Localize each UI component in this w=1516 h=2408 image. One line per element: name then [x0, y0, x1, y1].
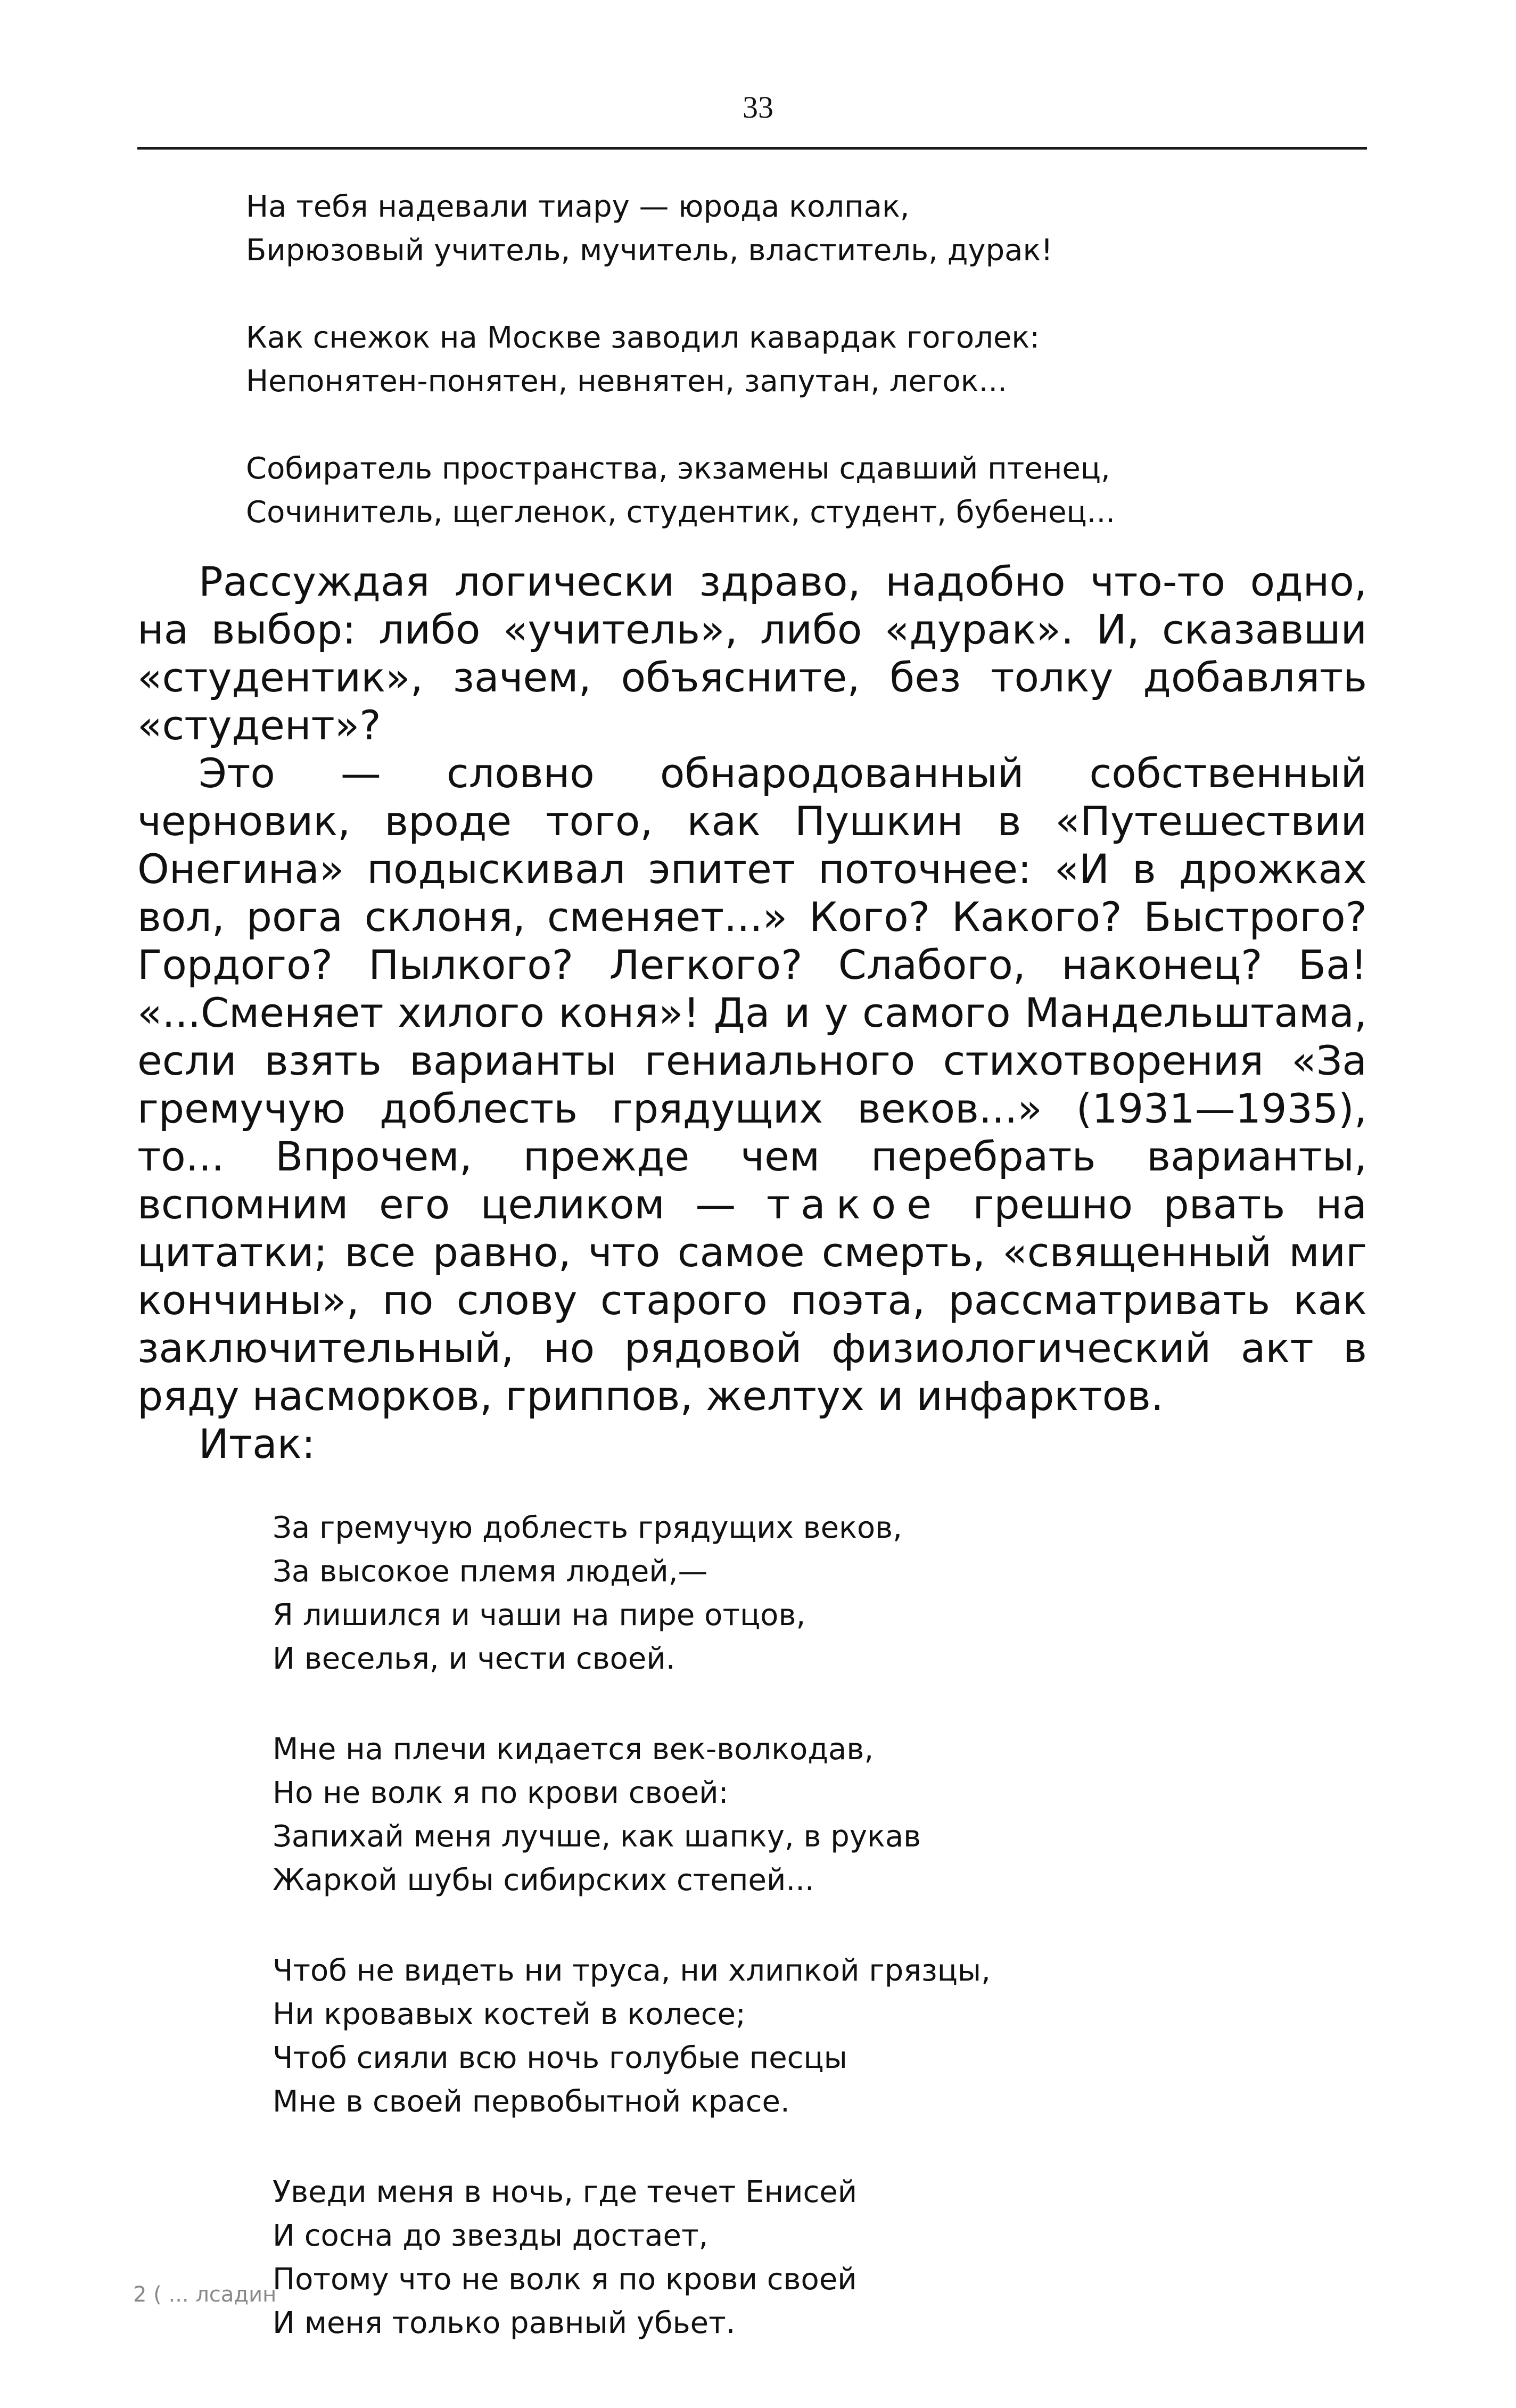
poem-excerpt-1 [246, 185, 1115, 534]
printer-signature: 2 ( ... лсадин [133, 2282, 277, 2307]
stanza [246, 185, 1115, 273]
verse-line: За гремучую доблесть грядущих веков, [273, 1511, 902, 1545]
spaced-emphasis: такое [766, 1181, 942, 1228]
paragraph: Рассуждая логически здраво, надобно что-то одно, на выбор: либо «учитель», либо «дурак». И, сказавши «студентик», зачем, объясните, без толку добавлять «студент»? [137, 558, 1367, 749]
verse-line: Сочинитель, щегленок, студентик, студент, бубенец... [246, 495, 1116, 530]
verse-line: Непонятен-понятен, невнятен, запутан, легок... [246, 364, 1007, 399]
verse-line: Потому что не волк я по крови своей [273, 2262, 857, 2297]
verse-line: Но не волк я по крови своей: [273, 1776, 729, 1810]
verse-line: На тебя надевали тиару — юрода колпак, [246, 189, 910, 224]
verse-line: Бирюзовый учитель, мучитель, властитель, дурак! [246, 233, 1053, 268]
verse-line: Чтоб не видеть ни труса, ни хлипкой грязцы, [273, 1953, 991, 1988]
verse-line: Чтоб сияли всю ночь голубые песцы [273, 2041, 847, 2075]
paragraph [137, 749, 1367, 1420]
poem-full [273, 1506, 991, 2345]
stanza [246, 316, 1115, 403]
verse-line: И сосна до звезды достает, [273, 2219, 708, 2253]
verse-line: Как снежок на Москве заводил кавардак гоголек: [246, 320, 1040, 355]
verse-line: Мне в своей первобытной красе. [273, 2084, 790, 2119]
verse-line: И веселья, и чести своей. [273, 1642, 675, 1676]
header-rule [137, 147, 1367, 150]
stanza [273, 2171, 991, 2345]
paragraph: Итак: [199, 1420, 316, 1467]
stanza [273, 1506, 991, 1681]
verse-line: И меня только равный убьет. [273, 2306, 736, 2340]
verse-line: За высокое племя людей,— [273, 1554, 708, 1589]
verse-line: Я лишился и чаши на пире отцов, [273, 1598, 806, 1632]
stanza [273, 1949, 991, 2124]
verse-line: Уведи меня в ночь, где течет Енисей [273, 2175, 858, 2209]
stanza [273, 1728, 991, 1902]
prose-body [137, 558, 1367, 1468]
paragraph-text: грешно рвать на цитатки; все равно, что самое смерть, «священный миг кончины», по слову старого поэта, рассматривать как заключительный, но рядовой физиологический акт в ряду насморков, гриппов, желтух и инфарктов. [137, 1181, 1367, 1420]
verse-line: Запихай меня лучше, как шапку, в рукав [273, 1819, 921, 1854]
stanza [246, 447, 1115, 534]
verse-line: Мне на плечи кидается век-волкодав, [273, 1732, 874, 1767]
verse-line: Собиратель пространства, экзамены сдавший птенец, [246, 451, 1110, 486]
verse-line: Жаркой шубы сибирских степей... [273, 1863, 814, 1898]
paragraph-text: Это — словно обнародованный собственный черновик, вроде того, как Пушкин в «Путешествии Онегина» подыскивал эпитет поточнее: «И в дрожках вол, рога склоня, сменяет...» Кого? Какого? Быстрого? Гордого? Пылкого? Легкого? Слабого, наконец? Ба! «...Сменяет хилого коня»! Да и у самого Мандельштама, если взять варианты гениального стихотворения «За гремучую доблесть грядущих веков...» (1931—1935), то... Впрочем, прежде чем перебрать варианты, вспомним его целиком — [137, 749, 1367, 1228]
verse-line: Ни кровавых костей в колесе; [273, 1997, 746, 2032]
page-number: 33 [743, 90, 773, 125]
